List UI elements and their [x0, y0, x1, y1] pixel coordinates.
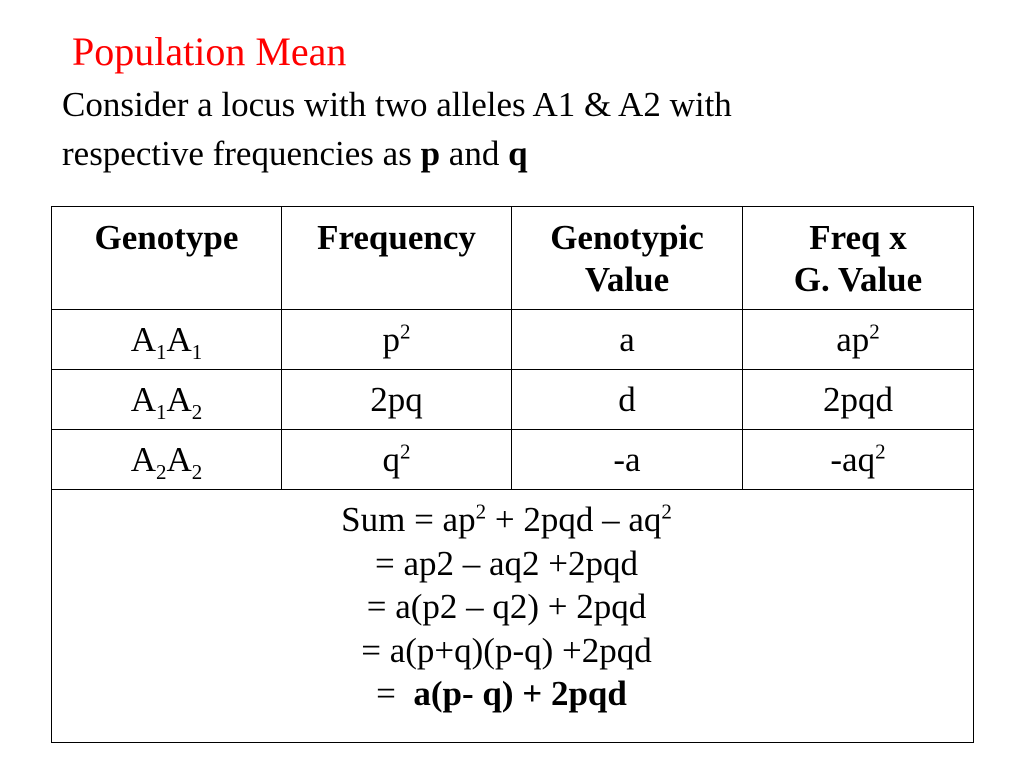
- intro-text: [62, 80, 732, 178]
- genotype-cell: $A_1A_1$: [52, 310, 282, 370]
- product-cell: $ap^2$: [743, 310, 974, 370]
- product-cell: 2pqd: [743, 370, 974, 430]
- genotype-cell: $A_2A_2$: [52, 430, 282, 490]
- table-row: [52, 430, 974, 490]
- frequency-cell: $q^2$: [282, 430, 512, 490]
- table-row: [52, 370, 974, 430]
- intro-and: and: [448, 134, 500, 173]
- slide-title: Population Mean: [72, 29, 347, 74]
- value-cell: a: [512, 310, 743, 370]
- header-genotypic-value: Genotypic Value: [512, 207, 743, 310]
- genotype-table: [51, 206, 974, 743]
- sum-line-4: = a(p+q)(p-q) +2pqd: [361, 630, 652, 670]
- intro-p: p: [420, 134, 441, 173]
- intro-line-1: Consider a locus with two alleles A1 & A2 with: [62, 85, 732, 124]
- sum-line-2: = ap2 – aq2 +2pqd: [374, 543, 639, 583]
- intro-q: q: [508, 134, 528, 173]
- sum-line-3: = a(p2 – q2) + 2pqd: [366, 587, 647, 626]
- sum-line-5: = a(p- q) + 2pqd: [376, 674, 627, 713]
- header-freq-x-gvalue: Freq x G. Value: [743, 207, 974, 310]
- header-genotype: Genotype: [52, 207, 282, 310]
- header-row: [52, 207, 974, 310]
- value-cell: d: [512, 370, 743, 430]
- product-cell: $-aq^2$: [743, 430, 974, 490]
- table-row: [52, 310, 974, 370]
- header-frequency: Frequency: [282, 207, 512, 310]
- intro-line-2: respective frequencies as p and q: [62, 134, 528, 173]
- genotype-cell: $A_1A_2$: [52, 370, 282, 430]
- frequency-cell: 2pq: [282, 370, 512, 430]
- sum-row: [52, 490, 974, 743]
- sum-line-1: Sum = $ap^2 + 2pqd - aq^2$: [341, 499, 672, 539]
- value-cell: -a: [512, 430, 743, 490]
- sum-derivation: [52, 490, 974, 743]
- frequency-cell: $p^2$: [282, 310, 512, 370]
